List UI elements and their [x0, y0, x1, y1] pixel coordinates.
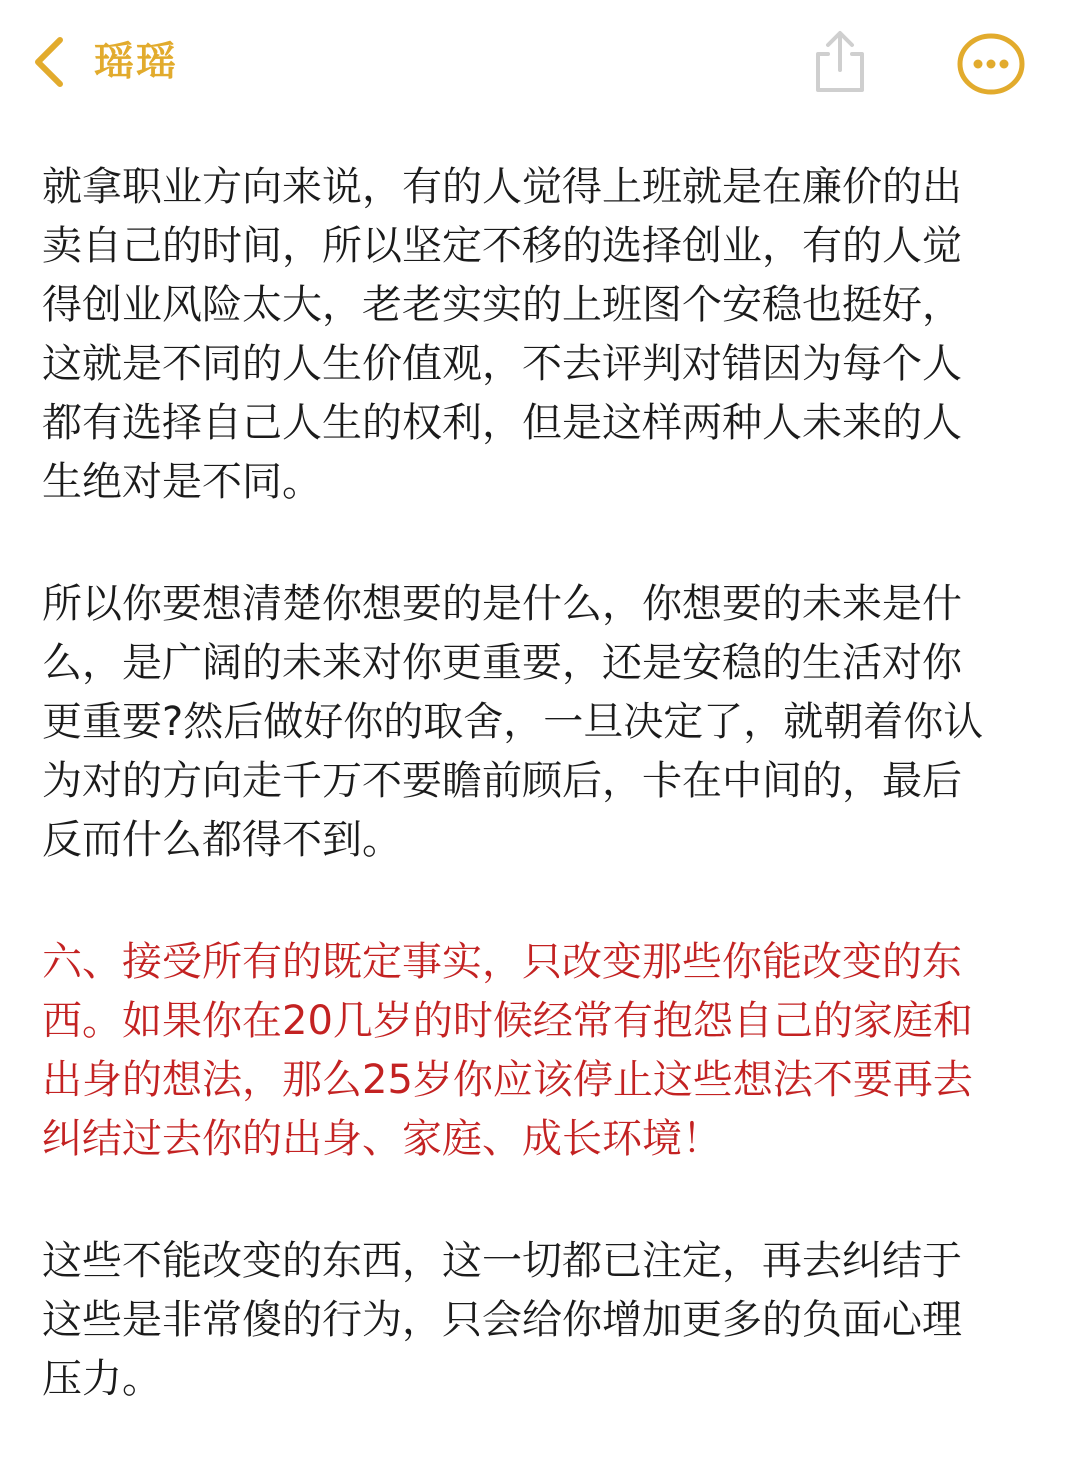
paragraph-heading-accept-facts: 六、接受所有的既定事实，只改变那些你能改变的东 西。如果你在20几岁的时候经常有抱怨自己的家庭和 出身的想法，那么25岁你应该停止这些想法不要再去 纠结过去你的出身、家庭、成长环境！	[42, 939, 973, 1162]
share-icon[interactable]	[806, 28, 874, 96]
back-button[interactable]	[30, 32, 178, 92]
back-label: 瑶瑶	[94, 39, 178, 85]
more-icon[interactable]	[956, 32, 1026, 96]
paragraph-career-direction: 就拿职业方向来说，有的人觉得上班就是在廉价的出 卖自己的时间，所以坚定不移的选择创业，有的人觉 得创业风险太大，老老实实的上班图个安稳也挺好， 这就是不同的人生价值观，不去评判对错因为每个人 都有选择自己人生的权利，但是这样两种人未来的人 生绝对是不同。	[42, 164, 962, 505]
navigation-bar	[0, 0, 1080, 130]
paragraph-choose-future: 所以你要想清楚你想要的是什么，你想要的未来是什 么，是广阔的未来对你更重要，还是安稳的生活对你 更重要?然后做好你的取舍，一旦决定了，就朝着你认 为对的方向走千万不要瞻前顾后，卡在中间的，最后 反而什么都得不到。	[42, 581, 984, 863]
paragraph-unchangeable-things: 这些不能改变的东西，这一切都已注定，再去纠结于 这些是非常傻的行为，只会给你增加更多的负面心理 压力。	[42, 1238, 962, 1402]
chevron-left-icon	[30, 32, 70, 92]
note-body	[42, 158, 1042, 1472]
